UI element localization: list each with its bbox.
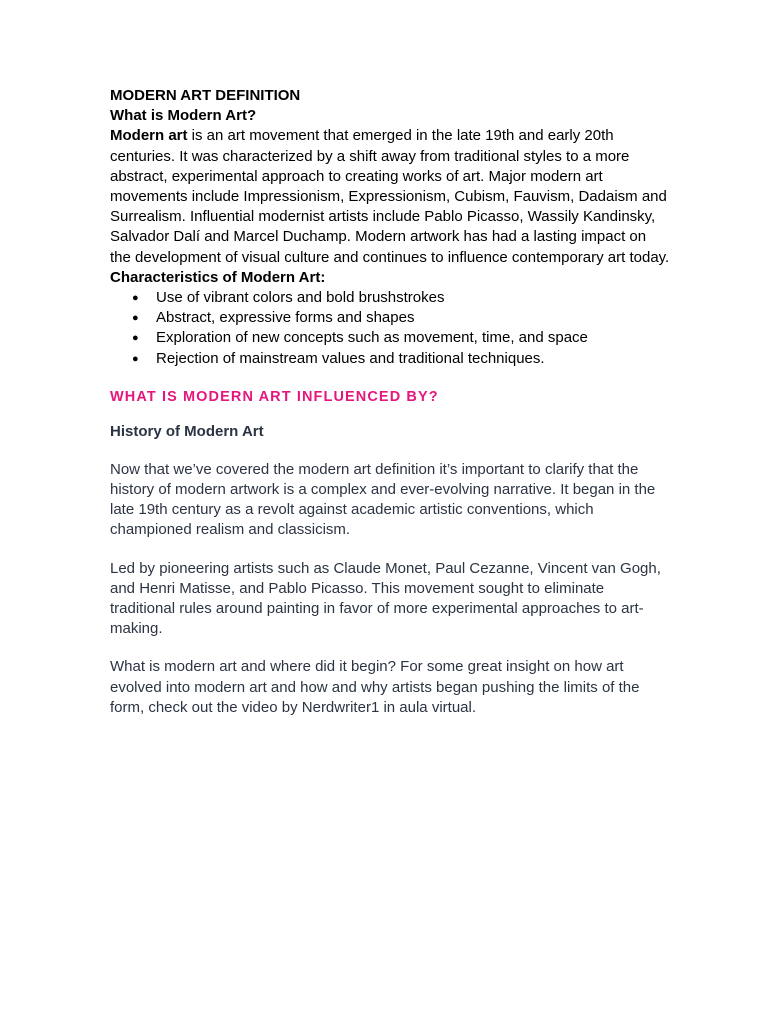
intro-paragraph xyxy=(110,126,670,267)
bullet-icon: ● xyxy=(132,292,139,305)
list-item xyxy=(110,308,670,328)
section-question: What is Modern Art? xyxy=(110,107,257,125)
intro-text: is an art movement that emerged in the late 19th and early 20th centuries. It was characterized by a shift away from traditional styles to a more abstract, experimental approach to creating works of art. Major modern art movements include Impressionism, Expressionism, Cubism, Fauvism, Dadaism and Surrealism. Influential modernist artists include Pablo Picasso, Wassily Kandinsky, Salvador Dalí and Marcel Duchamp. Modern artwork has had a lasting impact on the development of visual culture and continues to influence contemporary art today. xyxy=(110,127,670,266)
spacer xyxy=(110,442,670,460)
list-item-text: Rejection of mainstream values and traditional techniques. xyxy=(156,349,545,367)
spacer xyxy=(110,639,670,657)
bullet-icon: ● xyxy=(132,312,139,325)
intro-term: Modern art xyxy=(110,127,188,145)
section-subheading-history: History of Modern Art xyxy=(110,422,264,440)
history-paragraph-3: What is modern art and where did it begin? For some great insight on how art evolved into modern art and how and why artists began pushing the limits of the form, check out the video by Nerdwriter1 in aula virtual. xyxy=(110,658,640,716)
document-title: MODERN ART DEFINITION xyxy=(110,87,301,104)
document-page xyxy=(110,86,670,718)
list-item xyxy=(110,328,670,348)
list-item xyxy=(110,288,670,308)
characteristics-list xyxy=(110,288,670,369)
spacer xyxy=(110,541,670,559)
list-item xyxy=(110,349,670,369)
list-item-text: Exploration of new concepts such as movement, time, and space xyxy=(156,329,588,347)
history-paragraph-1: Now that we’ve covered the modern art definition it’s important to clarify that the history of modern artwork is a complex and ever-evolving narrative. It began in the late 19th century as a revolt against academic artistic conventions, which championed realism and classicism. xyxy=(110,460,656,539)
list-item-text: Abstract, expressive forms and shapes xyxy=(156,309,415,327)
history-paragraph-2: Led by pioneering artists such as Claude Monet, Paul Cezanne, Vincent van Gogh, and Henri Matisse, and Pablo Picasso. This movement sought to eliminate traditional rules around painting in favor of more experimental approaches to art-making. xyxy=(110,559,661,638)
bullet-icon: ● xyxy=(132,332,139,345)
list-item-text: Use of vibrant colors and bold brushstrokes xyxy=(156,289,445,307)
bullet-icon: ● xyxy=(132,352,139,365)
characteristics-heading: Characteristics of Modern Art: xyxy=(110,268,326,286)
section-heading-influences: WHAT IS MODERN ART INFLUENCED BY? xyxy=(110,388,439,405)
